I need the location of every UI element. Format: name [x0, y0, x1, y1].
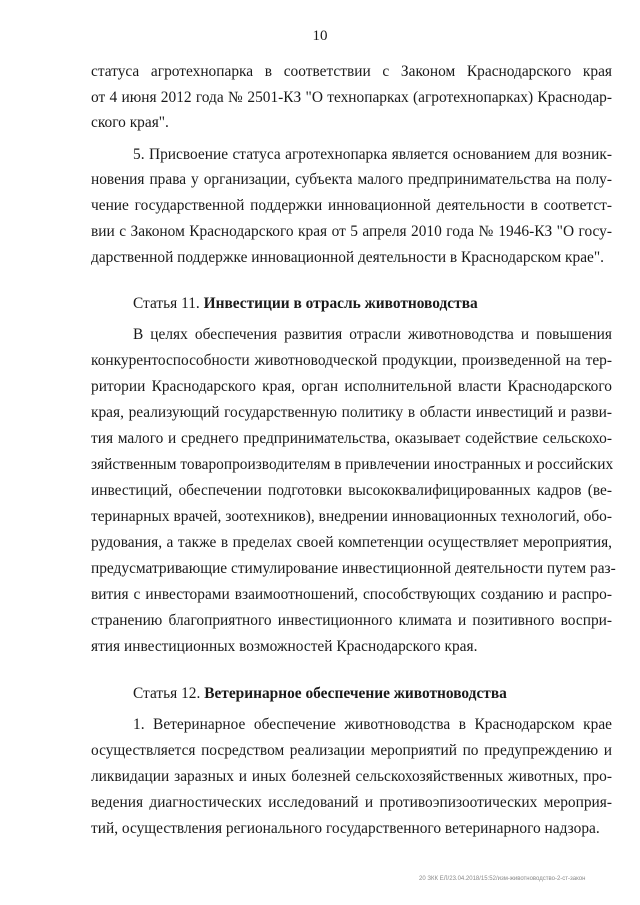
text-line: В целях обеспечения развития отрасли животноводства и повышения	[133, 326, 612, 343]
page-number: 10	[312, 28, 328, 44]
file-footer: 20 ЗКК ЕЛ/23.04.2018/15:52/изм-животноводство-2-ст-закон	[419, 876, 586, 882]
text-line: зяйственным товаропроизводителям в привлечении иностранных и российских	[91, 456, 614, 473]
text-line: ведения диагностических исследований и противоэпизоотических мероприя-	[91, 794, 612, 811]
text-line: вии с Законом Краснодарского края от 5 апреля 2010 года № 1946-КЗ "О госу-	[91, 223, 612, 240]
text-line: 1. Ветеринарное обеспечение животноводства в Краснодарском крае	[133, 716, 612, 733]
text-line: странению благоприятного инвестиционного климата и позитивного воспри-	[91, 612, 612, 629]
text-line: ятия инвестиционных возможностей Краснодарского края.	[91, 638, 478, 655]
text-line: ликвидации заразных и иных болезней сельскохозяйственных животных, про-	[91, 768, 612, 785]
article-12-heading	[133, 684, 612, 704]
article-11-title: Инвестиции в отрасль животноводства	[203, 295, 478, 312]
text-line: тия малого и среднего предпринимательства, оказывает содействие сельскохо-	[91, 430, 612, 447]
article-12-title: Ветеринарное обеспечение животноводства	[204, 685, 507, 702]
text-line: рудования, а также в пределах своей компетенции осуществляет мероприятия,	[91, 534, 612, 551]
text-line: дарственной поддержке инновационной деятельности в Краснодарском крае".	[91, 249, 604, 266]
text-line: от 4 июня 2012 года № 2501-КЗ "О технопарках (агротехнопарках) Краснодар-	[91, 89, 612, 106]
text-line: ритории Краснодарского края, орган исполнительной власти Краснодарского	[91, 378, 612, 395]
article-11-number: Статья 11.	[133, 295, 200, 312]
text-line: новения права у организации, субъекта малого предпринимательства на полу-	[91, 171, 612, 188]
text-line: тий, осуществления регионального государственного ветеринарного надзора.	[91, 820, 600, 837]
text-line: предусматривающие стимулирование инвестиционной деятельности путем раз-	[91, 560, 616, 577]
text-line: теринарных врачей, зоотехников), внедрении инновационных технологий, обо-	[91, 508, 612, 525]
text-line: вития с инвесторами взаимоотношений, способствующих созданию и распро-	[91, 586, 612, 603]
text-line: ского края".	[91, 114, 169, 131]
article-11-heading	[133, 294, 612, 314]
article-12-number: Статья 12.	[133, 685, 201, 702]
text-line: конкурентоспособности животноводческой продукции, произведенной на тер-	[91, 352, 612, 369]
text-line: инвестиций, обеспечении подготовки высококвалифицированных кадров (ве-	[91, 482, 612, 499]
text-line: осуществляется посредством реализации мероприятий по предупреждению и	[91, 742, 612, 759]
text-line: чение государственной поддержки инновационной деятельности в соответст-	[91, 197, 612, 214]
text-line: статуса агротехнопарка в соответствии с Законом Краснодарского края	[91, 63, 612, 80]
text-line: 5. Присвоение статуса агротехнопарка является основанием для возник-	[133, 146, 612, 163]
text-line: края, реализующий государственную политику в области инвестиций и разви-	[91, 404, 612, 421]
